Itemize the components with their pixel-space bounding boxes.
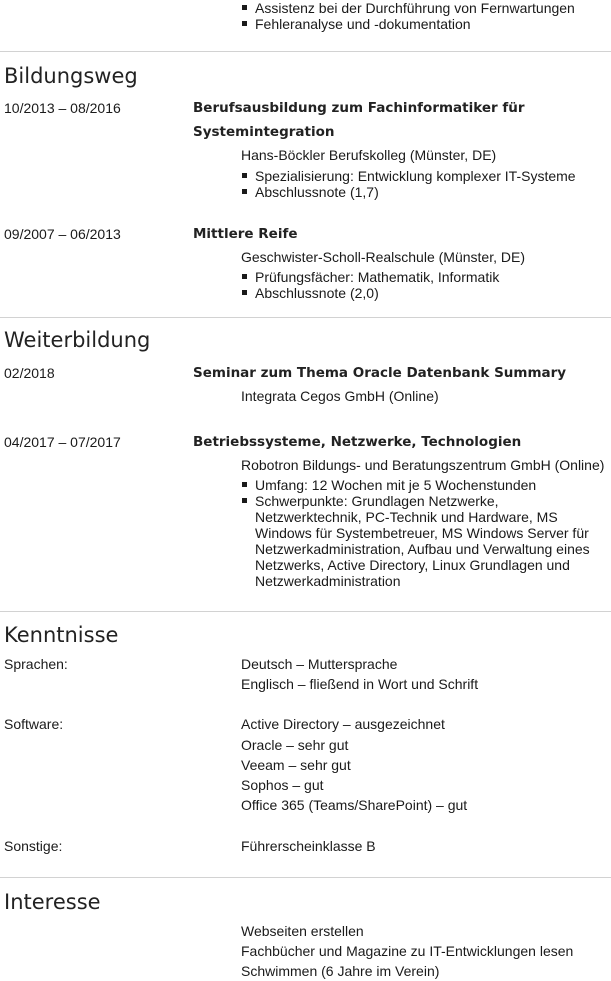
entry-title-continued: Systemintegration	[193, 124, 335, 140]
skill-item: Sophos – gut	[241, 777, 324, 793]
section-heading-interesse: Interesse	[4, 890, 101, 914]
entry-date: 10/2013 – 08/2016	[4, 100, 121, 116]
entry-institution: Geschwister-Scholl-Realschule (Münster, DE)	[241, 249, 525, 265]
interest-item: Webseiten erstellen	[241, 923, 364, 939]
skill-item: Oracle – sehr gut	[241, 737, 349, 753]
entry-bullets	[255, 168, 576, 200]
bullet-item: Prüfungsfächer: Mathematik, Informatik	[255, 269, 500, 285]
section-divider	[0, 51, 611, 52]
bullet-item: Spezialisierung: Entwicklung komplexer IT-Systeme	[255, 168, 576, 184]
bullet-line: Netzwerks, Active Directory, Linux Grundlagen und	[255, 557, 570, 573]
bullet-line: Netzwerktechnik, PC-Technik und Hardware, MS	[255, 509, 558, 525]
skill-item: Office 365 (Teams/SharePoint) – gut	[241, 797, 468, 813]
entry-date: 04/2017 – 07/2017	[4, 434, 121, 450]
entry-date: 09/2007 – 06/2013	[4, 226, 121, 242]
entry-institution: Hans-Böckler Berufskolleg (Münster, DE)	[241, 147, 497, 163]
entry-institution: Integrata Cegos GmbH (Online)	[241, 388, 439, 404]
interest-item: Schwimmen (6 Jahre im Verein)	[241, 963, 440, 979]
section-heading-kenntnisse: Kenntnisse	[4, 623, 119, 647]
skill-item: Englisch – fließend in Wort und Schrift	[241, 676, 479, 692]
bullet-line: Netzwerkadministration, Aufbau und Verwaltung eines	[255, 541, 590, 557]
bullet-item: Assistenz bei der Durchführung von Fernwartungen	[255, 0, 575, 16]
skill-category-label: Software:	[4, 716, 64, 732]
entry-title: Berufsausbildung zum Fachinformatiker für	[193, 100, 525, 116]
skill-item: Veeam – sehr gut	[241, 757, 351, 773]
skill-item: Deutsch – Muttersprache	[241, 656, 398, 672]
bullet-item: Umfang: 12 Wochen mit je 5 Wochenstunden	[255, 477, 590, 493]
bullet-line: Netzwerkadministration	[255, 573, 401, 589]
bullet-item	[255, 493, 590, 589]
entry-institution: Robotron Bildungs- und Beratungszentrum GmbH (Online)	[241, 457, 605, 473]
section-divider	[0, 877, 611, 878]
skill-category-label: Sprachen:	[4, 656, 68, 672]
entry-title: Mittlere Reife	[193, 226, 298, 242]
entry-title: Betriebssysteme, Netzwerke, Technologien	[193, 434, 522, 450]
bullet-item: Fehleranalyse und -dokumentation	[255, 16, 575, 32]
entry-date: 02/2018	[4, 365, 55, 381]
previous-job-bullets	[255, 0, 575, 32]
entry-bullets	[255, 477, 590, 589]
section-heading-bildungsweg: Bildungsweg	[4, 64, 138, 88]
skill-item: Führerscheinklasse B	[241, 838, 376, 854]
bullet-line: Windows für Systembetreuer, MS Windows Server für	[255, 525, 589, 541]
bullet-line: Schwerpunkte: Grundlagen Netzwerke,	[255, 493, 499, 509]
section-heading-weiterbildung: Weiterbildung	[4, 328, 151, 352]
entry-title: Seminar zum Thema Oracle Datenbank Summary	[193, 365, 567, 381]
section-divider	[0, 611, 611, 612]
entry-bullets	[255, 269, 499, 301]
bullet-item: Abschlussnote (2,0)	[255, 285, 499, 301]
bullet-item: Abschlussnote (1,7)	[255, 184, 576, 200]
skill-category-label: Sonstige:	[4, 838, 63, 854]
skill-item: Active Directory – ausgezeichnet	[241, 716, 445, 732]
section-divider	[0, 317, 611, 318]
interest-item: Fachbücher und Magazine zu IT-Entwicklungen lesen	[241, 943, 574, 959]
